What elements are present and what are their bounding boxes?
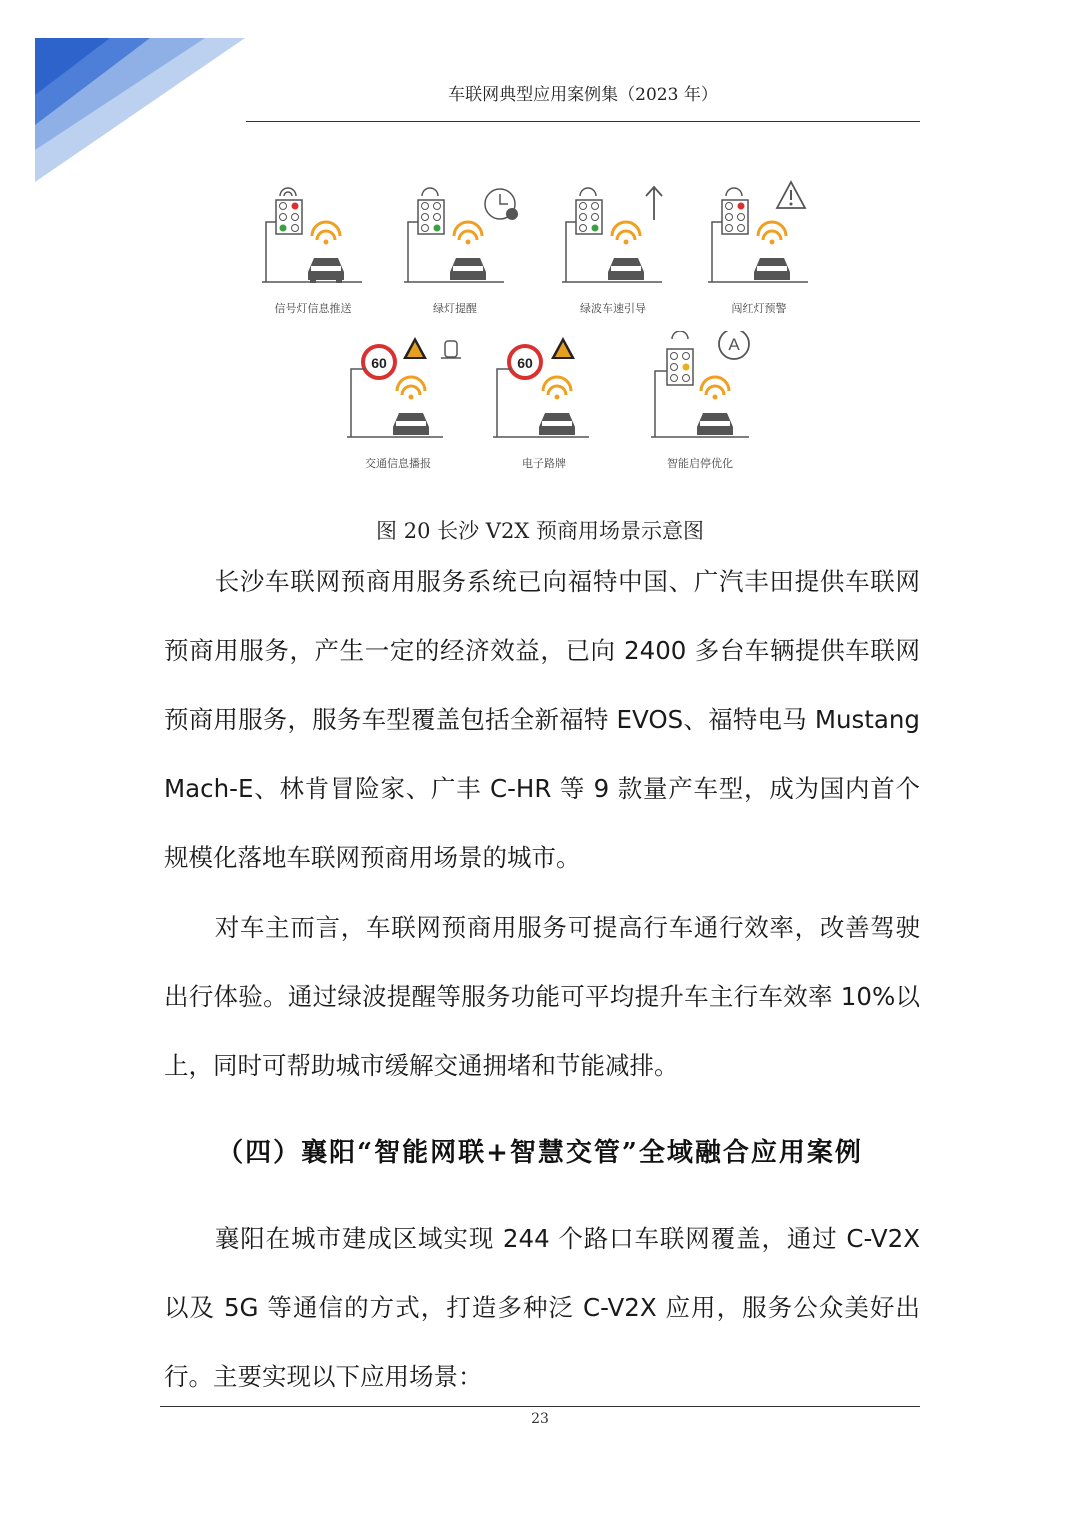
scene-green-wave-guidance — [558, 176, 708, 326]
scene-label: 信号灯信息推送 — [274, 302, 352, 315]
traffic-light-car-icon — [558, 176, 708, 301]
v2x-figure — [0, 0, 1080, 480]
scene-label: 交通信息播报 — [365, 457, 431, 470]
scene-red-light-warning — [704, 176, 854, 326]
speed-sign-car-icon — [343, 331, 493, 456]
figure-caption: 图 20 长沙 V2X 预商用场景示意图 — [376, 519, 704, 543]
section-heading: （四）襄阳“智能网联+智慧交管”全域融合应用案例 — [217, 1138, 863, 1168]
scene-signal-info-push — [258, 176, 408, 326]
scene-label: 智能启停优化 — [667, 457, 733, 470]
paragraph-text: 襄阳在城市建成区域实现 244 个路口车联网覆盖，通过 C-V2X 以及 5G 等通信的方式，打造多种泛 C-V2X 应用，服务公众美好出行。主要实现以下应用场景： — [164, 1224, 920, 1391]
svg-text:60: 60 — [517, 355, 533, 371]
running-header: 车联网典型应用案例集（2023 年） — [448, 85, 718, 105]
scene-label: 绿波车速引导 — [580, 302, 646, 315]
body-paragraph-3 — [164, 1204, 920, 1411]
paragraph-text: 长沙车联网预商用服务系统已向福特中国、广汽丰田提供车联网预商用服务，产生一定的经济效益，已向 2400 多台车辆提供车联网预商用服务，服务车型覆盖包括全新福特 EVOS、福特电马 Mustang Mach-E、林肯冒险家、广丰 C-HR 等 9 款量产车型，成为国内首个规模化落地车联网预商用场景的城市。 — [164, 567, 920, 872]
page-number: 23 — [531, 1411, 549, 1427]
traffic-light-car-icon — [258, 176, 408, 301]
scene-label: 电子路牌 — [522, 457, 566, 470]
paragraph-text: 对车主而言，车联网预商用服务可提高行车通行效率，改善驾驶出行体验。通过绿波提醒等服务功能可平均提升车主行车效率 10%以上，同时可帮助城市缓解交通拥堵和节能减排。 — [164, 913, 920, 1080]
traffic-light-car-icon — [704, 176, 854, 301]
speed-sign-car-icon — [489, 331, 639, 456]
scene-electronic-road-sign — [489, 331, 639, 481]
body-paragraph-2 — [164, 893, 920, 1100]
scene-label: 闯红灯预警 — [731, 302, 787, 315]
svg-text:A: A — [728, 335, 740, 354]
svg-text:60: 60 — [371, 355, 387, 371]
scene-label: 绿灯提醒 — [433, 302, 477, 315]
body-paragraph-1 — [164, 547, 920, 892]
footer-divider — [160, 1406, 920, 1407]
scene-traffic-info-broadcast — [343, 331, 493, 481]
scene-smart-start-stop — [645, 331, 795, 481]
traffic-light-car-icon — [400, 176, 550, 301]
traffic-light-car-icon — [645, 331, 795, 456]
scene-green-light-reminder — [400, 176, 550, 326]
